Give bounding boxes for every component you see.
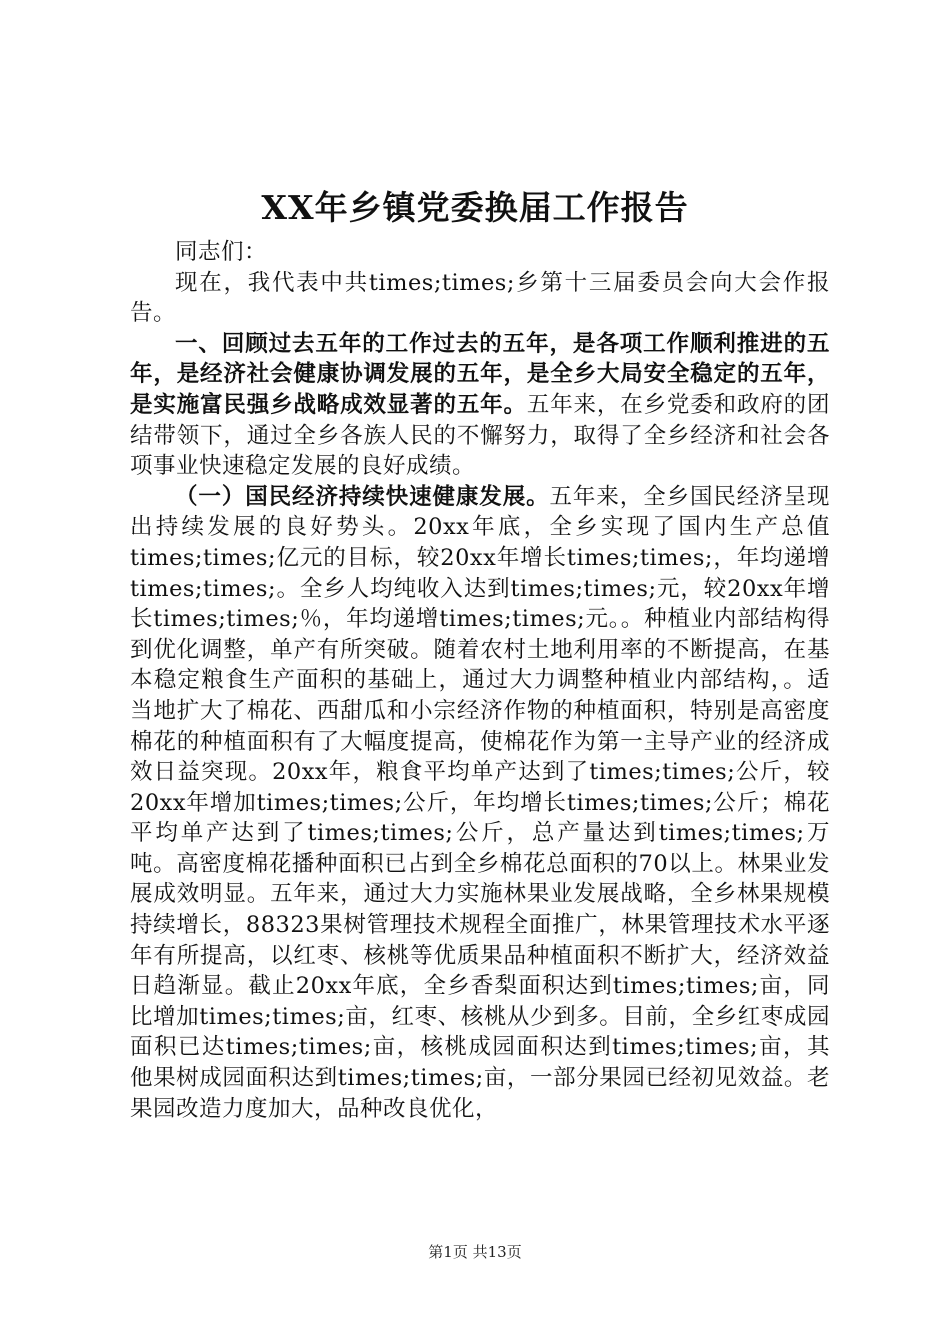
salutation: 同志们： <box>175 239 268 265</box>
paragraph-economy-heading: （一）国民经济持续快速健康发展。 <box>175 483 550 510</box>
document-body <box>130 237 830 1124</box>
paragraph-review-text: 五年来，在乡党委和政府的团结带领下，通过全乡各族人民的不懈努力，取得了全乡经济和社会各项事业快速稳定发展的良好成绩。 <box>130 391 830 480</box>
paragraph-intro-text: 现在，我代表中共times;times;乡第十三届委员会向大会作报告。 <box>130 269 830 327</box>
paragraph-economy <box>130 482 830 1124</box>
page-footer: 第1页 共13页 <box>428 1243 522 1261</box>
paragraph-review-heading: 一、回顾过去五年的工作过去的五年，是各项工作顺利推进的五年，是经济社会健康协调发展的五年，是全乡大局安全稳定的五年，是实施富民强乡战略成效显著的五年。 <box>130 330 830 418</box>
paragraph-review <box>130 329 830 482</box>
document-title: XX年乡镇党委换届工作报告 <box>261 188 689 227</box>
paragraph-intro <box>130 268 830 329</box>
paragraph-economy-text: 五年来，全乡国民经济呈现出持续发展的良好势头。20xx年底，全乡实现了国内生产总值times;times;亿元的目标，较20xx年增长times;times;，年均递增times;times;。全乡人均纯收入达到times;times;元，较20xx年增长times;times;％，年均递增times;times;元。。种植业内部结构得到优化调整，单产有所突破。随着农村土地利用率的不断提高，在基本稳定粮食生产面积的基础上，通过大力调整种植业内部结构，。适当地扩大了棉花、西甜瓜和小宗经济作物的种植面积，特别是高密度棉花的种植面积有了大幅度提高，使棉花作为第一主导产业的经济成效日益突现。20xx年，粮食平均单产达到了times;times;公斤，较20xx年增加times;times;公斤，年均增长times;times;公斤；棉花平均单产达到了times;times;公斤，总产量达到times;times;万吨。高密度棉花播种面积已占到全乡棉花总面积的70以上。林果业发展成效明显。五年来，通过大力实施林果业发展战略，全乡林果规模持续增长，88323果树管理技术规程全面推广，林果管理技术水平逐年有所提高，以红枣、核桃等优质果品种植面积不断扩大，经济效益日趋渐显。截止20xx年底，全乡香梨面积达到times;times;亩，同比增加times;times;亩，红枣、核桃从少到多。目前，全乡红枣成园面积已达times;times;亩，核桃成园面积达到times;times;亩，其他果树成园面积达到times;times;亩，一部分果园已经初见效益。老果园改造力度加大，品种改良优化， <box>130 483 830 1122</box>
